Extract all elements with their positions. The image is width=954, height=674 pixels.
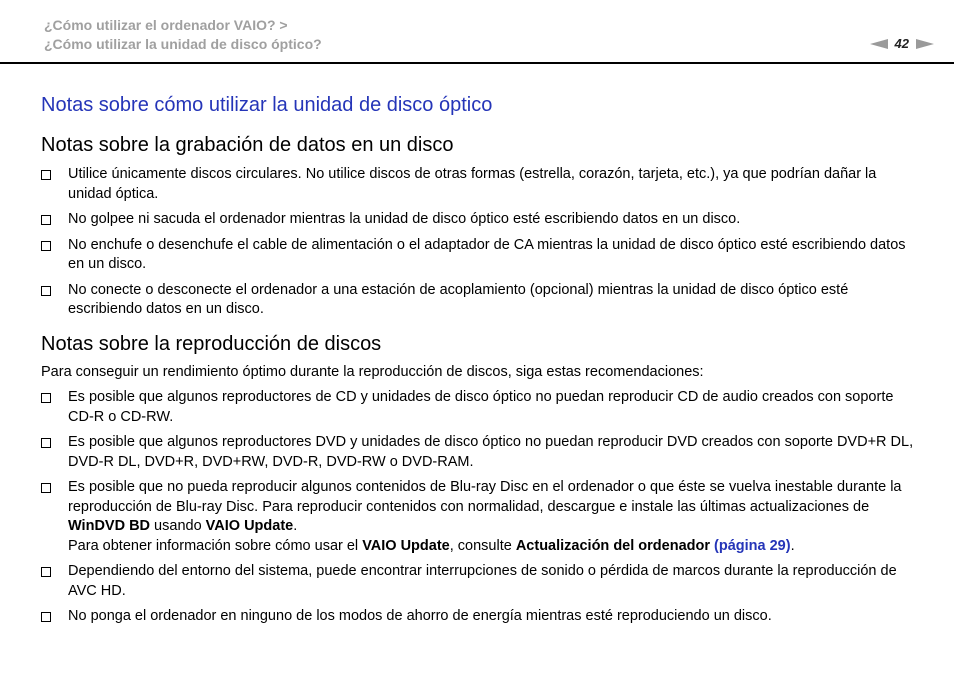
list-item: No golpee ni sacuda el ordenador mientras la unidad de disco óptico esté escribiendo datos en un disco. [41, 210, 916, 230]
main-content [41, 92, 916, 627]
triangle-right-icon[interactable] [916, 39, 934, 49]
list-item: No conecte o desconecte el ordenador a una estación de acoplamiento (opcional) mientras la unidad de disco óptico esté escribiendo datos en un disco. [41, 281, 916, 320]
vaio-update-label: VAIO Update [362, 537, 450, 554]
list-item: No enchufe o desenchufe el cable de alimentación o el adaptador de CA mientras la unidad de disco óptico esté escribiendo datos en un disco. [41, 236, 916, 275]
checkbox-bullet-icon [41, 438, 51, 448]
checkbox-bullet-icon [41, 393, 51, 403]
list-item: No ponga el ordenador en ninguno de los modos de ahorro de energía mientras esté reproduciendo un disco. [41, 607, 916, 627]
checkbox-bullet-icon [41, 567, 51, 577]
breadcrumb [44, 16, 322, 54]
list-item: Dependiendo del entorno del sistema, puede encontrar interrupciones de sonido o pérdida de marcos durante la reproducción de AVC HD. [41, 562, 916, 601]
playback-intro: Para conseguir un rendimiento óptimo durante la reproducción de discos, siga estas recomendaciones: [41, 363, 704, 380]
update-reference-label: Actualización del ordenador [515, 537, 710, 554]
checkbox-bullet-icon [41, 170, 51, 180]
playback-notes-list [41, 388, 916, 627]
page-29-link[interactable]: (página 29) [714, 537, 791, 554]
section-heading-playback: Notas sobre la reproducción de discos [41, 332, 382, 355]
checkbox-bullet-icon [41, 483, 51, 493]
breadcrumb-line-2[interactable]: ¿Cómo utilizar la unidad de disco óptico? [44, 36, 322, 52]
list-item: Es posible que algunos reproductores de CD y unidades de disco óptico no puedan reproducir CD de audio creados con soporte CD-R o CD-RW. [41, 388, 916, 427]
header-divider [0, 62, 954, 64]
checkbox-bullet-icon [41, 215, 51, 225]
page-title: Notas sobre cómo utilizar la unidad de disco óptico [41, 94, 493, 116]
triangle-left-icon[interactable] [870, 39, 888, 49]
page-number: 42 [894, 36, 909, 51]
page-navigation [870, 36, 934, 51]
list-item: Es posible que no pueda reproducir algunos contenidos de Blu-ray Disc en el ordenador o que éste se vuelva inestable durante la reproducción de Blu-ray Disc. Para reproducir contenidos con normalidad, descargue e instale las últimas actualizaciones de WinDVD BD usando VAIO Update. Para obtener información sobre cómo usar el VAIO Update, consulte Actualización del ordenador (página 29). [41, 478, 916, 556]
section-heading-recording: Notas sobre la grabación de datos en un disco [41, 134, 454, 156]
list-item: Es posible que algunos reproductores DVD y unidades de disco óptico no puedan reproducir DVD creados con soporte DVD+R DL, DVD-R DL, DVD+R, DVD+RW, DVD-R, DVD-RW o DVD-RAM. [41, 433, 916, 472]
checkbox-bullet-icon [41, 612, 51, 622]
breadcrumb-line-1[interactable]: ¿Cómo utilizar el ordenador VAIO? > [44, 17, 288, 33]
checkbox-bullet-icon [41, 286, 51, 296]
windvd-bd-label: WinDVD BD [68, 518, 151, 534]
vaio-update-label: VAIO Update [205, 518, 294, 534]
list-item: Utilice únicamente discos circulares. No utilice discos de otras formas (estrella, corazón, tarjeta, etc.), ya que podrían dañar la unidad óptica. [41, 165, 916, 204]
checkbox-bullet-icon [41, 241, 51, 251]
recording-notes-list [41, 165, 916, 320]
